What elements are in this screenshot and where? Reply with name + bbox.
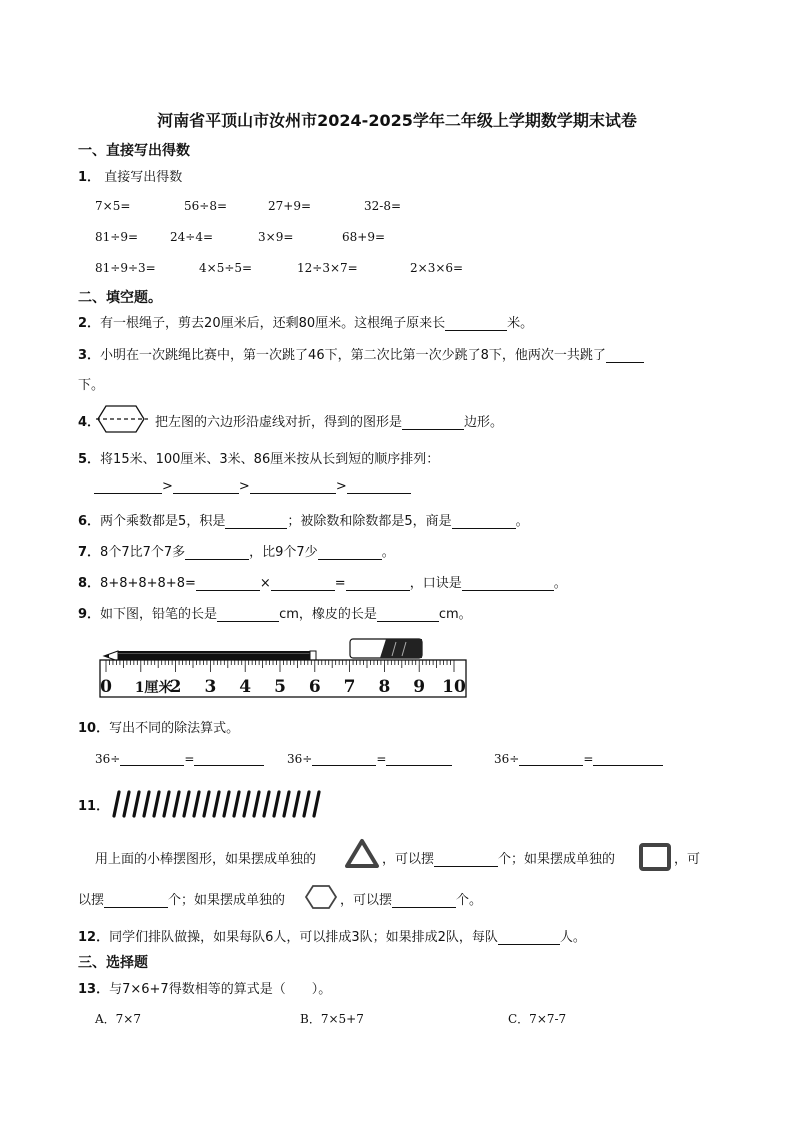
answer-blank[interactable] (519, 751, 583, 766)
question-5-answer-row (94, 479, 411, 494)
question-text: 人。 (559, 930, 586, 945)
answer-blank[interactable] (194, 751, 264, 766)
question-1 (78, 166, 182, 185)
stick (144, 792, 149, 816)
hexagon-fold-figure (96, 403, 148, 435)
answer-blank[interactable] (392, 893, 456, 908)
stick (174, 792, 179, 816)
question-text: ，比9个7少 (249, 545, 318, 560)
question-text: 边形。 (464, 415, 504, 430)
ruler-label: 6 (308, 677, 321, 697)
calc-item: 4×5÷5= (199, 261, 253, 275)
question-7 (78, 541, 395, 560)
question-text: 个；如果摆成单独的 (498, 852, 616, 867)
calc-item: 68+9= (342, 230, 386, 244)
option-c[interactable]: C．7×7-7 (508, 1012, 567, 1026)
question-11-text-b (382, 848, 615, 867)
question-text: 用上面的小棒摆图形，如果摆成单独的 (95, 852, 317, 867)
answer-blank[interactable] (347, 479, 411, 494)
stick (264, 792, 269, 816)
question-text: ；被除数和除数都是5，商是 (287, 514, 452, 529)
stick (244, 792, 249, 816)
answer-blank[interactable] (318, 545, 382, 560)
question-11-text-d (78, 889, 285, 908)
question-text: 有一根绳子，剪去20厘米后，还剩80厘米。这根绳子原来长 (100, 316, 446, 331)
question-number: 3． (78, 348, 101, 363)
question-11 (78, 795, 109, 814)
stick (274, 792, 279, 816)
answer-blank[interactable] (271, 576, 335, 591)
stick (154, 792, 159, 816)
question-text: 以摆 (78, 893, 105, 908)
question-text: 如下图，铅笔的长是 (100, 607, 218, 622)
ruler-label: 8 (378, 677, 391, 697)
ruler-label: 9 (413, 677, 426, 697)
question-4-text (155, 411, 503, 430)
answer-blank[interactable] (94, 479, 162, 494)
triangle-icon (344, 837, 380, 869)
calc-item: 12÷3×7= (297, 261, 358, 275)
division-prefix: 36÷ (494, 752, 520, 766)
question-3-cont: 下。 (78, 378, 105, 393)
answer-blank[interactable] (217, 607, 279, 622)
ruler-label: 1厘米 (134, 680, 173, 696)
question-text: 把左图的六边形沿虚线对折，得到的图形是 (155, 415, 403, 430)
answer-blank[interactable] (593, 751, 663, 766)
question-number: 8． (78, 576, 101, 591)
question-text: 小明在一次跳绳比赛中，第一次跳了46下，第二次比第一次少跳了8下，他两次一共跳了 (100, 348, 606, 363)
stick (284, 792, 289, 816)
ruler-label: 7 (343, 677, 356, 697)
question-text: ，口诀是 (409, 576, 462, 591)
answer-blank[interactable] (377, 607, 439, 622)
stick (164, 792, 169, 816)
answer-blank[interactable] (173, 479, 239, 494)
square-icon (638, 842, 672, 872)
question-13 (78, 978, 331, 997)
question-text: ，可以摆 (340, 893, 393, 908)
question-10 (78, 717, 239, 736)
question-text: 米。 (507, 316, 534, 331)
answer-blank[interactable] (498, 930, 560, 945)
answer-blank[interactable] (434, 852, 498, 867)
question-5 (78, 448, 439, 467)
calc-item: 32-8= (364, 199, 402, 213)
ruler-label: 0 (100, 677, 112, 697)
question-text: 。 (515, 514, 529, 529)
calc-item: 81÷9= (95, 230, 139, 244)
question-8 (78, 572, 567, 591)
question-text: ，可以摆 (382, 852, 435, 867)
calc-item: 3×9= (258, 230, 294, 244)
option-a[interactable]: A．7×7 (95, 1012, 141, 1026)
equals-sign: = (184, 752, 195, 766)
question-text: 与7×6+7得数相等的算式是（ ）。 (109, 982, 332, 997)
question-text: 写出不同的除法算式。 (109, 721, 240, 736)
question-3 (78, 344, 644, 363)
greater-than: > (162, 479, 173, 494)
question-text: 两个乘数都是5，积是 (100, 514, 226, 529)
question-text: cm。 (438, 607, 472, 622)
division-prefix: 36÷ (287, 752, 313, 766)
stick (204, 792, 209, 816)
stick (184, 792, 189, 816)
stick (114, 792, 119, 816)
question-number: 4． (78, 415, 101, 430)
answer-blank[interactable] (386, 751, 452, 766)
ruler-figure (96, 634, 470, 700)
answer-blank[interactable] (104, 893, 168, 908)
stick (214, 792, 219, 816)
answer-blank[interactable] (312, 751, 376, 766)
answer-blank[interactable] (452, 514, 516, 529)
answer-blank[interactable] (250, 479, 336, 494)
question-11-text-e (340, 889, 482, 908)
question-number: 12． (78, 930, 110, 945)
stick (304, 792, 309, 816)
question-text: 个。 (456, 893, 483, 908)
times-sign: × (259, 576, 271, 591)
answer-blank[interactable] (346, 576, 410, 591)
question-number: 2． (78, 316, 101, 331)
calc-item: 7×5= (95, 199, 131, 213)
question-text: 将15米、100厘米、3米、86厘米按从长到短的顺序排列： (100, 452, 440, 467)
question-11-text-a (95, 848, 316, 867)
ruler-label: 10 (442, 677, 466, 697)
question-11-text-c: ，可 (674, 852, 701, 867)
question-12 (78, 926, 586, 945)
ruler-label: 5 (274, 677, 286, 697)
greater-than: > (335, 479, 347, 494)
page-title: 河南省平顶山市汝州市2024-2025学年二年级上学期数学期末试卷 (157, 111, 637, 130)
answer-blank[interactable] (196, 576, 260, 591)
section-heading-3: 三、选择题 (78, 955, 148, 971)
section-heading-2: 二、填空题。 (78, 290, 162, 306)
answer-blank[interactable] (606, 348, 644, 363)
question-text: 个；如果摆成单独的 (168, 893, 286, 908)
question-number: 13． (78, 982, 110, 997)
answer-blank[interactable] (402, 415, 464, 430)
question-text: 直接写出得数 (104, 170, 183, 185)
question-text: cm，橡皮的长是 (279, 607, 377, 622)
stick (294, 792, 299, 816)
calc-item: 81÷9÷3= (95, 261, 156, 275)
question-number: 6． (78, 514, 101, 529)
answer-blank[interactable] (445, 316, 507, 331)
question-number: 7． (78, 545, 101, 560)
ruler-label: 4 (239, 677, 252, 697)
calc-item: 24÷4= (170, 230, 214, 244)
question-number: 1． (78, 170, 101, 185)
question-text: 。 (553, 576, 567, 591)
division-expression-1 (95, 751, 264, 766)
stick (224, 792, 229, 816)
question-2 (78, 312, 533, 331)
stick (124, 792, 129, 816)
equals-sign: = (334, 576, 346, 591)
question-text: 8+8+8+8+8= (100, 576, 196, 591)
answer-blank[interactable] (185, 545, 249, 560)
question-number: 11． (78, 799, 110, 814)
equals-sign: = (583, 752, 594, 766)
stick (194, 792, 199, 816)
stick (234, 792, 239, 816)
eraser (350, 639, 422, 658)
question-9 (78, 603, 472, 622)
question-number: 5． (78, 452, 101, 467)
equals-sign: = (376, 752, 387, 766)
ruler-label: 3 (204, 677, 217, 697)
greater-than: > (238, 479, 250, 494)
question-6 (78, 510, 529, 529)
stick (314, 792, 319, 816)
sticks-figure (106, 788, 326, 820)
question-text: 8个7比7个7多 (100, 545, 186, 560)
option-b[interactable]: B．7×5+7 (300, 1012, 364, 1026)
division-expression-2 (287, 751, 452, 766)
calc-item: 2×3×6= (410, 261, 464, 275)
stick (254, 792, 259, 816)
answer-blank[interactable] (225, 514, 287, 529)
calc-item: 56÷8= (184, 199, 228, 213)
stick (134, 792, 139, 816)
calc-item: 27+9= (268, 199, 312, 213)
answer-blank[interactable] (462, 576, 554, 591)
division-expression-3 (494, 751, 663, 766)
section-heading-1: 一、直接写出得数 (78, 143, 190, 159)
question-text: 。 (381, 545, 395, 560)
answer-blank[interactable] (120, 751, 184, 766)
division-prefix: 36÷ (95, 752, 121, 766)
hexagon-icon (304, 884, 338, 910)
question-number: 10． (78, 721, 110, 736)
question-number: 9． (78, 607, 101, 622)
ruler-label: 2 (169, 677, 182, 697)
question-text: 同学们排队做操，如果每队6人，可以排成3队；如果排成2队，每队 (109, 930, 498, 945)
